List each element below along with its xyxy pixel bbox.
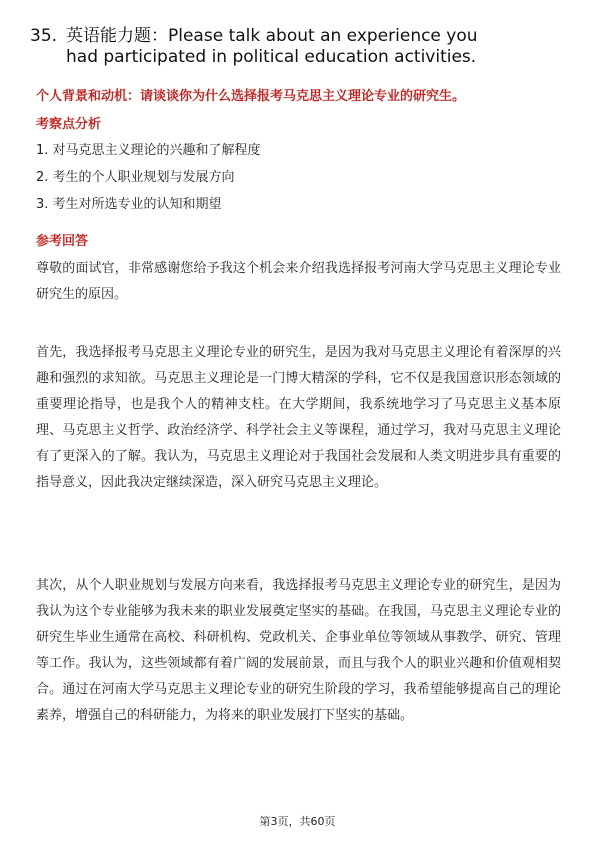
answer-paragraph-second: 其次，从个人职业规划与发展方向来看，我选择报考马克思主义理论专业的研究生，是因为我认为这个专业能够为我未来的职业发展奠定坚实的基础。在我国，马克思主义理论专业的研究生毕业生通常在高校、科研机构、党政机关、企事业单位等领域从事教学、研究、管理等工作。我认为，这些领域都有着广阔的发展前景，而且与我个人的职业兴趣和价值观相契合。通过在河南大学马克思主义理论专业的研究生阶段的学习，我希望能够提高自己的理论素养，增强自己的科研能力，为将来的职业发展打下坚实的基础。 [36,578,561,723]
answer-paragraph-intro: 尊敬的面试官，非常感谢您给予我这个机会来介绍我选择报考河南大学马克思主义理论专业研究生的原因。 [36,261,561,302]
analysis-heading: 考察点分析 [36,117,102,132]
answer-paragraph-first: 首先，我选择报考马克思主义理论专业的研究生，是因为我对马克思主义理论有着深厚的兴趣和强烈的求知欲。马克思主义理论是一门博大精深的学科，它不仅是我国意识形态领域的重要理论指导，也是我个人的精神支柱。在大学期间，我系统地学习了马克思主义基本原理、马克思主义哲学、政治经济学、科学社会主义等课程，通过学习，我对马克思主义理论有了更深入的了解。我认为，马克思主义理论对于我国社会发展和人类文明进步具有重要的指导意义，因此我决定继续深造，深入研究马克思主义理论。 [36,345,561,490]
analysis-point: 1. 对马克思主义理论的兴趣和了解程度 [36,143,261,158]
question-text: 英语能力题：Please talk about an experience you had participated in political education activities. [66,26,478,67]
page-footer: 第3页，共60页 [259,815,336,828]
question-number: 35. [30,26,58,46]
analysis-points [36,142,566,223]
analysis-point: 3. 考生对所选专业的认知和期望 [36,197,222,212]
analysis-point: 2. 考生的个人职业规划与发展方向 [36,170,235,185]
question-title [30,26,500,68]
question-prompt: 个人背景和动机：请谈谈你为什么选择报考马克思主义理论专业的研究生。 [36,89,466,104]
answer-heading: 参考回答 [36,234,89,249]
